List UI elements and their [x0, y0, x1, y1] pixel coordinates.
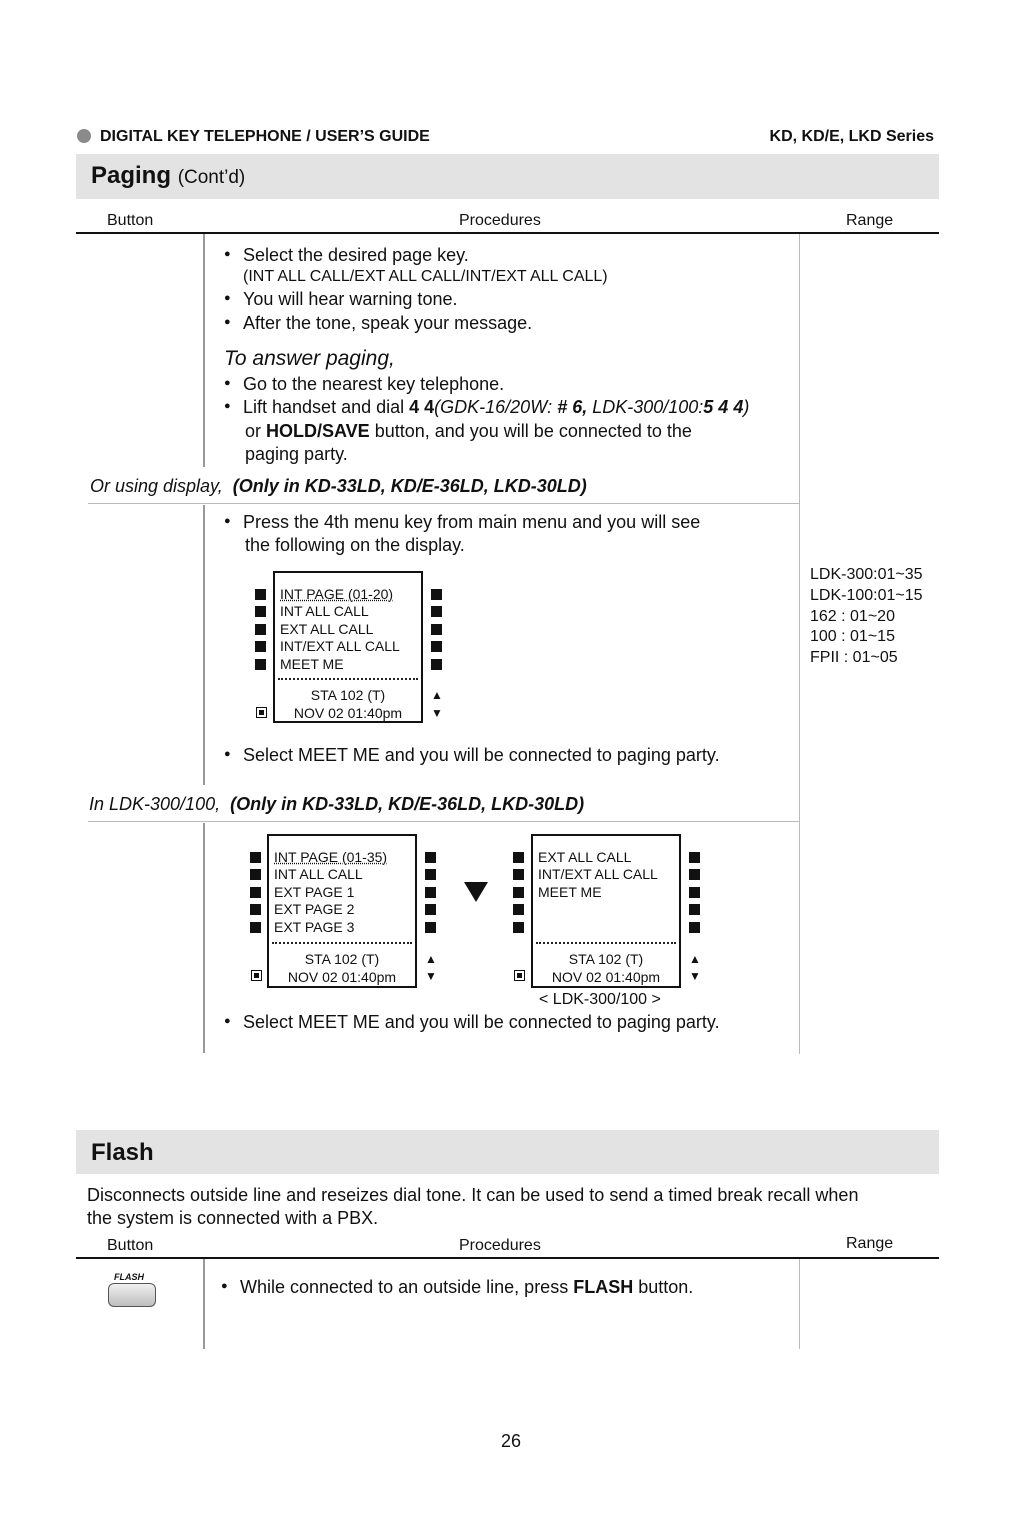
soft-key-icon[interactable]: [425, 922, 436, 933]
lcd-status: STA 102 (T): [304, 951, 380, 967]
soft-key-icon[interactable]: [250, 869, 261, 880]
list-item: ● Lift handset and dial 4 4(GDK-16/20W: # 6, LDK-300/100:5 4 4): [243, 397, 749, 418]
soft-key-icon[interactable]: [250, 887, 261, 898]
soft-key-icon[interactable]: [431, 659, 442, 670]
soft-key-icon[interactable]: [513, 887, 524, 898]
soft-key-icon[interactable]: [250, 922, 261, 933]
soft-key-icon[interactable]: [425, 852, 436, 863]
lcd-line: EXT ALL CALL: [280, 621, 374, 637]
col-procedures: Procedures: [459, 212, 541, 229]
soft-key-icon[interactable]: [425, 869, 436, 880]
soft-key-icon[interactable]: [250, 904, 261, 915]
list-item-cont: paging party.: [245, 444, 348, 464]
next-screen-arrow-icon: [464, 882, 488, 902]
lcd-line: INT PAGE (01-35): [274, 849, 388, 865]
scroll-down-icon[interactable]: ▼: [431, 706, 443, 720]
lcd-date: NOV 02 01:40pm: [293, 705, 403, 721]
flash-description: the system is connected with a PBX.: [87, 1208, 379, 1228]
lcd-line: INT ALL CALL: [280, 603, 369, 619]
soft-key-icon[interactable]: [513, 922, 524, 933]
header-guide-title: DIGITAL KEY TELEPHONE / USER’S GUIDE: [100, 128, 430, 145]
lcd-line: INT/EXT ALL CALL: [280, 638, 400, 654]
range-value: 162 : 01~20: [810, 608, 895, 625]
lcd-date: NOV 02 01:40pm: [551, 969, 661, 985]
list-item-note: (INT ALL CALL/EXT ALL CALL/INT/EXT ALL CALL): [243, 268, 608, 285]
table-header-rule: [76, 1257, 939, 1259]
display-intro: Or using display, (Only in KD-33LD, KD/E-36LD, LKD-30LD): [90, 476, 587, 496]
scroll-up-icon[interactable]: ▲: [425, 952, 437, 966]
list-item-cont: the following on the display.: [245, 535, 465, 555]
soft-key-icon[interactable]: [255, 589, 266, 600]
soft-key-icon[interactable]: [431, 624, 442, 635]
col-divider: [799, 234, 800, 1054]
soft-key-icon[interactable]: [255, 624, 266, 635]
flash-button-label: FLASH: [114, 1272, 144, 1282]
soft-key-icon[interactable]: [689, 922, 700, 933]
soft-key-icon[interactable]: [513, 904, 524, 915]
list-item: ● You will hear warning tone.: [243, 289, 457, 310]
flash-title: Flash: [91, 1139, 154, 1166]
flash-section-bar: [76, 1130, 939, 1174]
lcd-line: EXT ALL CALL: [538, 849, 632, 865]
lcd-status: STA 102 (T): [310, 687, 386, 703]
list-item: ● Select the desired page key.: [243, 245, 469, 266]
header-series: KD, KD/E, LKD Series: [769, 128, 934, 145]
range-value: 100 : 01~15: [810, 628, 895, 645]
list-item-cont: or HOLD/SAVE button, and you will be connected to the: [245, 421, 692, 441]
range-value: LDK-100:01~15: [810, 587, 923, 604]
lcd-display-3: [531, 834, 681, 988]
ldk-intro: In LDK-300/100, (Only in KD-33LD, KD/E-36LD, LKD-30LD): [89, 794, 585, 814]
lcd-line: EXT PAGE 2: [274, 901, 355, 917]
soft-key-icon[interactable]: [255, 606, 266, 617]
row-divider: [88, 821, 799, 822]
col-divider: [203, 823, 205, 1053]
col-divider: [203, 234, 205, 467]
lcd-line: MEET ME: [538, 884, 602, 900]
scroll-down-icon[interactable]: ▼: [689, 969, 701, 983]
list-item: ● Select MEET ME and you will be connected to paging party.: [243, 745, 720, 766]
flash-button-icon[interactable]: [108, 1283, 156, 1307]
answer-heading: To answer paging,: [224, 347, 395, 370]
lcd-date: NOV 02 01:40pm: [287, 969, 397, 985]
soft-key-icon[interactable]: [513, 869, 524, 880]
lcd-status: STA 102 (T): [568, 951, 644, 967]
row-divider: [88, 503, 799, 504]
lcd-caption: < LDK-300/100 >: [539, 991, 661, 1008]
soft-key-icon[interactable]: [425, 904, 436, 915]
menu-key-icon[interactable]: [256, 707, 267, 718]
col-range: Range: [846, 1235, 894, 1252]
list-item: ● After the tone, speak your message.: [243, 313, 532, 334]
soft-key-icon[interactable]: [689, 904, 700, 915]
soft-key-icon[interactable]: [689, 887, 700, 898]
list-item: ● Press the 4th menu key from main menu and you will see: [243, 512, 700, 533]
soft-key-icon[interactable]: [431, 641, 442, 652]
col-button: Button: [107, 212, 154, 229]
col-divider: [203, 1259, 205, 1349]
lcd-display-1: [273, 571, 423, 723]
table-header-rule: [76, 232, 939, 234]
col-button: Button: [107, 1237, 154, 1254]
lcd-separator: [278, 678, 418, 680]
soft-key-icon[interactable]: [513, 852, 524, 863]
col-divider: [799, 1259, 800, 1349]
page-number: 26: [501, 1431, 522, 1451]
col-procedures: Procedures: [459, 1237, 541, 1254]
lcd-display-2: [267, 834, 417, 988]
list-item: ● Select MEET ME and you will be connected to paging party.: [243, 1012, 720, 1033]
soft-key-icon[interactable]: [255, 641, 266, 652]
col-range: Range: [846, 212, 894, 229]
soft-key-icon[interactable]: [425, 887, 436, 898]
soft-key-icon[interactable]: [689, 852, 700, 863]
scroll-down-icon[interactable]: ▼: [425, 969, 437, 983]
paging-section-bar: [76, 154, 939, 199]
menu-key-icon[interactable]: [514, 970, 525, 981]
scroll-up-icon[interactable]: ▲: [431, 688, 443, 702]
soft-key-icon[interactable]: [255, 659, 266, 670]
lcd-separator: [272, 942, 412, 944]
lcd-line: MEET ME: [280, 656, 344, 672]
lcd-line: INT/EXT ALL CALL: [538, 866, 658, 882]
paging-title: Paging (Cont’d): [91, 162, 246, 189]
soft-key-icon[interactable]: [250, 852, 261, 863]
list-item: ● Go to the nearest key telephone.: [243, 374, 504, 395]
header-bullet-icon: [77, 129, 91, 143]
lcd-line: INT ALL CALL: [274, 866, 363, 882]
lcd-line: INT PAGE (01-20): [280, 586, 394, 602]
col-divider: [203, 505, 205, 785]
scroll-up-icon[interactable]: ▲: [689, 952, 701, 966]
range-value: LDK-300:01~35: [810, 566, 923, 583]
lcd-separator: [536, 942, 676, 944]
flash-description: Disconnects outside line and reseizes dial tone. It can be used to send a timed break recall when: [87, 1185, 859, 1205]
lcd-line: EXT PAGE 1: [274, 884, 355, 900]
menu-key-icon[interactable]: [251, 970, 262, 981]
lcd-line: EXT PAGE 3: [274, 919, 355, 935]
soft-key-icon[interactable]: [689, 869, 700, 880]
range-value: FPII : 01~05: [810, 649, 898, 666]
list-item: ● While connected to an outside line, press FLASH button.: [240, 1277, 693, 1298]
soft-key-icon[interactable]: [431, 589, 442, 600]
soft-key-icon[interactable]: [431, 606, 442, 617]
